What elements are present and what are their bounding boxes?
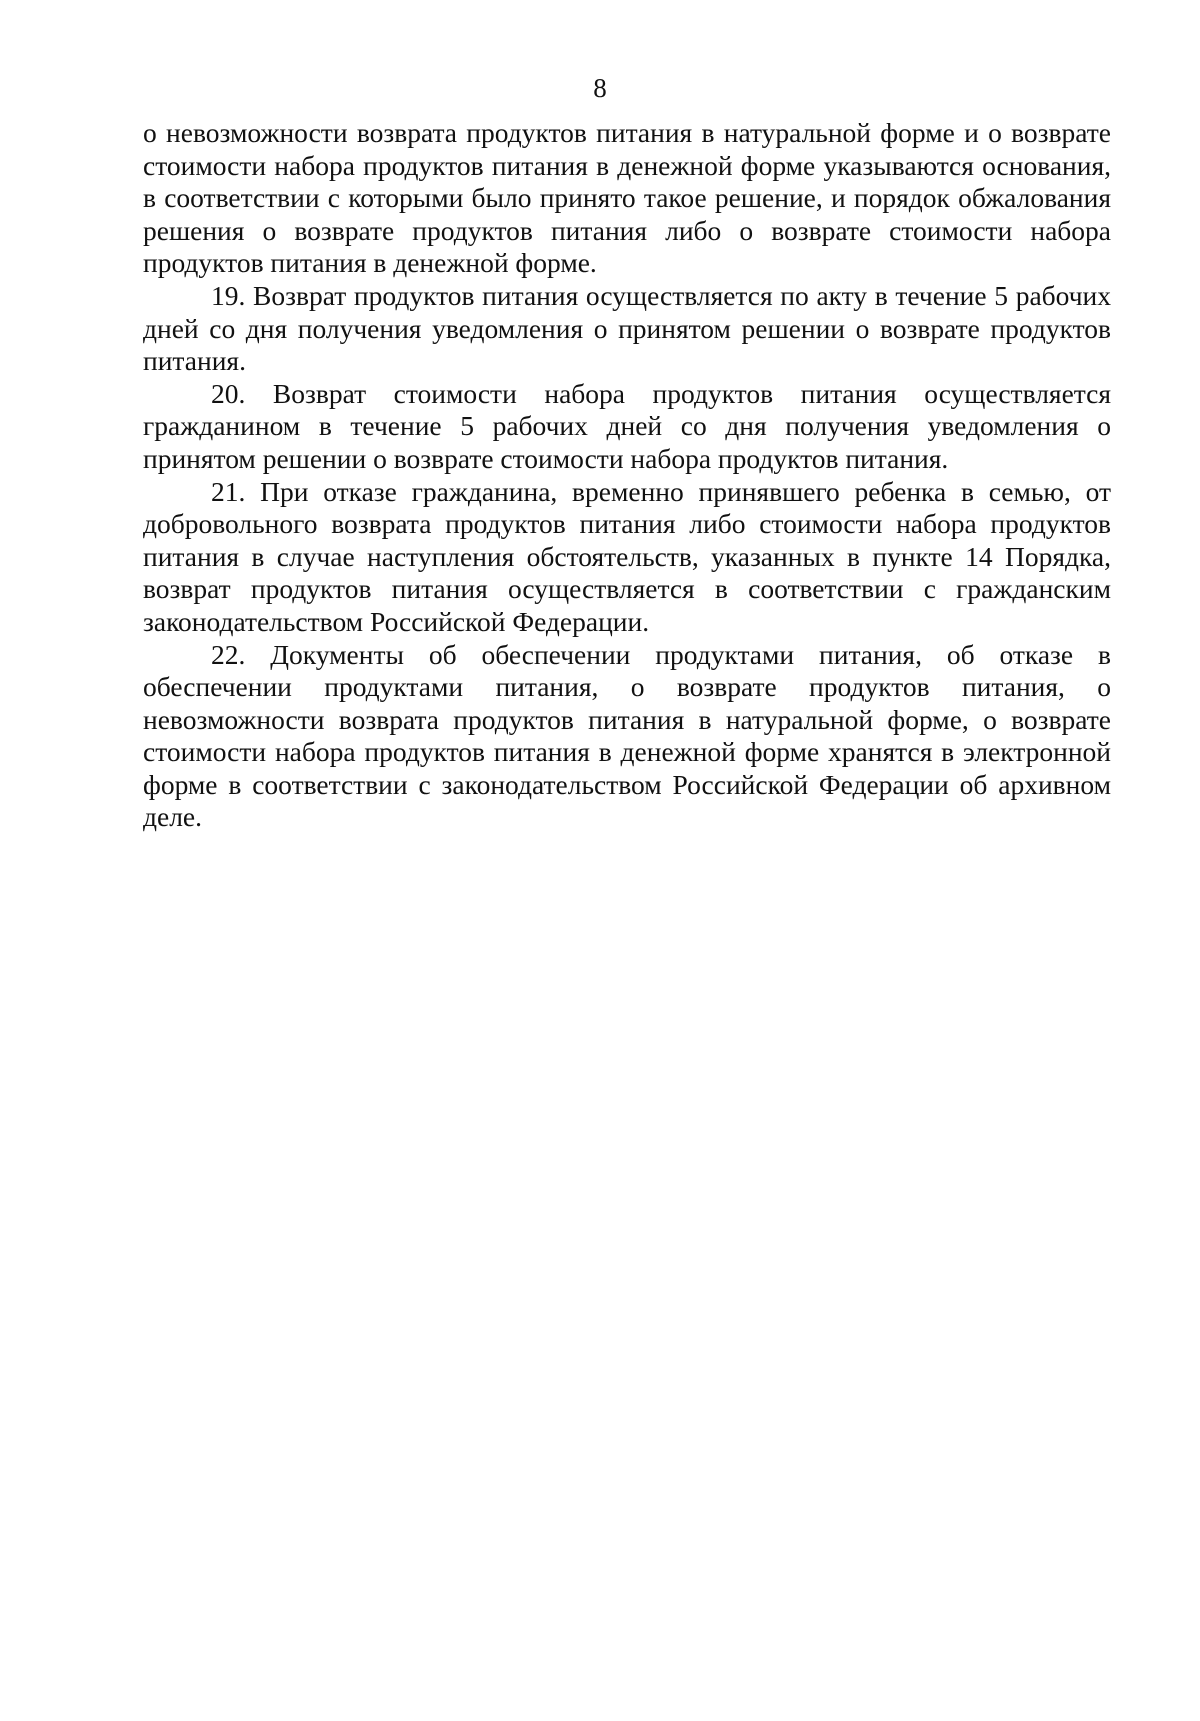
paragraph-continuation: о невозможности возврата продуктов питания в натуральной форме и о возврате стоимости набора продуктов питания в денежной форме указываются основания, в соответствии с которыми было принято такое решение, и порядок обжалования решения о возврате продуктов питания либо о возврате стоимости набора продуктов питания в денежной форме. <box>143 117 1111 279</box>
paragraph-item-19: 19. Возврат продуктов питания осуществляется по акту в течение 5 рабочих дней со дня получения уведомления о принятом решении о возврате продуктов питания. <box>143 279 1111 377</box>
paragraph-item-22: 22. Документы об обеспечении продуктами питания, об отказе в обеспечении продуктами питания, о возврате продуктов питания, о невозможности возврата продуктов питания в натуральной форме, о возврате стоимости набора продуктов питания в денежной форме хранятся в электронной форме в соответствии с законодательством Российской Федерации об архивном деле. <box>143 638 1111 833</box>
paragraph-item-20: 20. Возврат стоимости набора продуктов питания осуществляется гражданином в течение 5 рабочих дней со дня получения уведомления о принятом решении о возврате стоимости набора продуктов питания. <box>143 377 1111 474</box>
paragraph-item-21: 21. При отказе гражданина, временно принявшего ребенка в семью, от добровольного возврата продуктов питания либо стоимости набора продуктов питания в случае наступления обстоятельств, указанных в пункте 14 Порядка, возврат продуктов питания осуществляется в соответствии с гражданским законодательством Российской Федерации. <box>143 475 1111 637</box>
document-body <box>143 117 1111 834</box>
page-number: 8 <box>593 73 607 103</box>
